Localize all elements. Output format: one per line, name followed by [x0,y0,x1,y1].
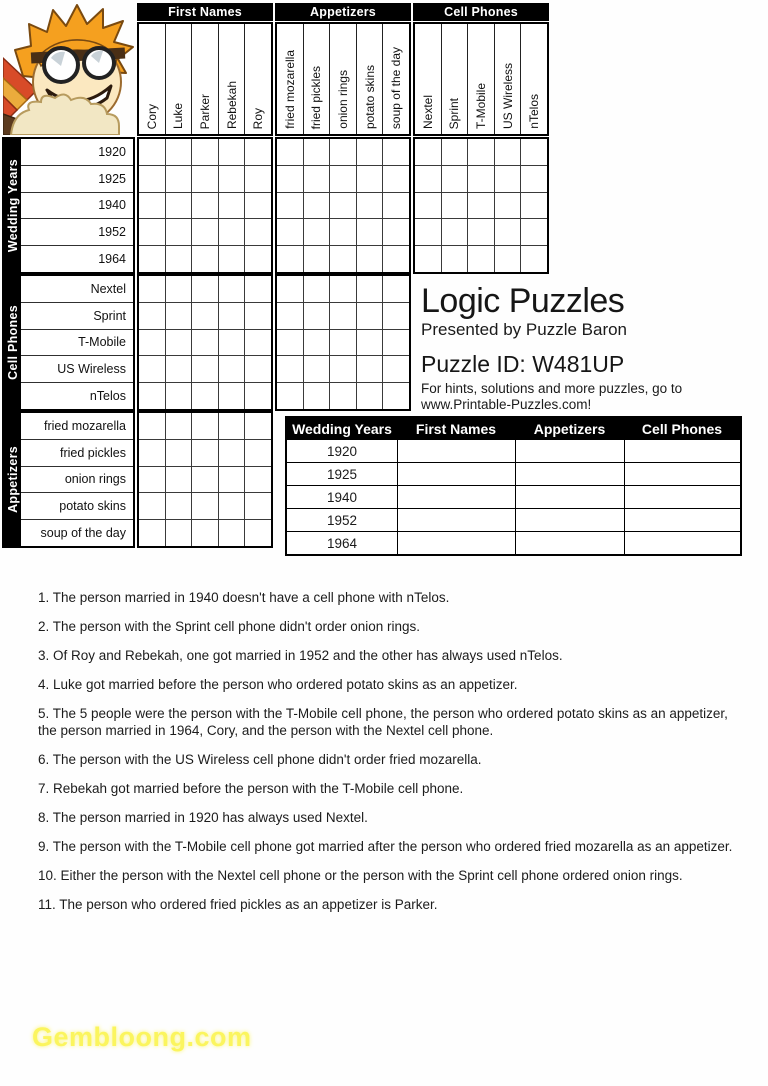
grid-cell[interactable] [192,139,218,165]
grid-cell[interactable] [468,166,494,192]
grid-cell[interactable] [139,139,165,165]
clue-item: 3. Of Roy and Rebekah, one got married in 1952 and the other has always used nTelos. [38,648,563,663]
grid-cell[interactable] [330,193,356,219]
answer-table [285,416,742,556]
clue-item: 5. The 5 people were the person with the T-Mobile cell phone, the person who ordered potato skins as an appetizer, the person married in 1964, Cory, and the person with the Nextel cell phone. [38,706,728,738]
clue-item: 11. The person who ordered fried pickles as an appetizer is Parker. [38,897,438,912]
column-group-header-appetizers: Appetizers [275,3,411,21]
grid-cell[interactable] [192,413,218,439]
grid-cell[interactable] [383,356,409,382]
row-label-1964: 1964 [21,246,133,272]
answer-table-header-row [287,418,740,439]
grid-cell[interactable] [304,246,330,272]
grid-cell[interactable] [357,303,383,329]
grid-cell[interactable] [245,276,271,302]
row-group-bar-label: Wedding Years [5,158,20,253]
grid-cell[interactable] [192,246,218,272]
column-label-us-wireless [495,24,521,134]
grid-cell[interactable] [166,493,192,519]
grid-cell[interactable] [415,139,441,165]
grid-cell[interactable] [495,166,521,192]
answer-year-cell: 1952 [326,512,358,528]
grid-block-cell-phones-x-appetizers [275,274,411,411]
grid-cell[interactable] [192,383,218,409]
grid-cell[interactable] [277,193,303,219]
grid-cell[interactable] [245,356,271,382]
grid-cell[interactable] [304,139,330,165]
grid-cell[interactable] [442,219,468,245]
grid-cell[interactable] [192,467,218,493]
grid-cell[interactable] [277,276,303,302]
clue-item: 8. The person married in 1920 has always used Nextel. [38,810,368,825]
answer-appetizer-cell[interactable] [515,486,624,508]
answer-appetizer-cell[interactable] [515,509,624,531]
grid-cell[interactable] [383,276,409,302]
grid-cell[interactable] [245,440,271,466]
grid-cell[interactable] [495,246,521,272]
grid-cell[interactable] [192,330,218,356]
grid-cell[interactable] [442,246,468,272]
grid-cell[interactable] [415,193,441,219]
column-label-text: T-Mobile [473,82,488,129]
answer-year-cell: 1940 [326,489,358,505]
answer-table-row [287,439,740,462]
answer-cell-phone-cell[interactable] [624,532,740,554]
clue-item: 7. Rebekah got married before the person with the T-Mobile cell phone. [38,781,464,796]
grid-cell[interactable] [219,139,245,165]
grid-cell[interactable] [166,383,192,409]
grid-cell[interactable] [219,413,245,439]
row-group-appetizers [2,411,135,548]
grid-cell[interactable] [219,356,245,382]
row-label-1925: 1925 [21,166,133,192]
row-label-sprint: Sprint [21,303,133,329]
grid-cell[interactable] [219,440,245,466]
grid-cell[interactable] [415,219,441,245]
answer-first-name-cell[interactable] [397,509,515,531]
grid-cell[interactable] [166,413,192,439]
grid-cell[interactable] [192,440,218,466]
grid-cell[interactable] [166,193,192,219]
grid-block-cell-phones-x-first-names [137,274,273,411]
column-label-text: Cory [144,103,159,129]
answer-table-row [287,508,740,531]
grid-block-appetizers-x-first-names [137,411,273,548]
row-group-wedding-years [2,137,135,274]
grid-cell[interactable] [277,166,303,192]
column-label-text: onion rings [335,70,350,129]
answer-table-header-wedding-years: Wedding Years [292,420,392,437]
grid-cell[interactable] [166,303,192,329]
row-label-ntelos: nTelos [21,383,133,409]
grid-cell[interactable] [166,330,192,356]
grid-cell[interactable] [166,467,192,493]
clue-item: 10. Either the person with the Nextel cell phone or the person with the Sprint cell phone ordered onion rings. [38,868,683,883]
puzzle-baron-mascot-illustration [3,2,136,135]
answer-cell-phone-cell[interactable] [624,486,740,508]
column-label-block-appetizers [275,22,411,136]
column-label-soup-of-the-day [383,24,409,134]
grid-block-wedding-years-x-cell-phones [413,137,549,274]
hint-line-1: For hints, solutions and more puzzles, go to [421,381,683,396]
column-label-ntelos [521,24,547,134]
grid-cell[interactable] [383,219,409,245]
answer-year-cell: 1925 [326,466,358,482]
column-label-luke [166,24,192,134]
title-block [421,283,751,412]
grid-cell[interactable] [357,276,383,302]
grid-cell[interactable] [139,330,165,356]
column-label-text: fried mozarella [282,50,297,129]
grid-cell[interactable] [219,276,245,302]
column-label-text: Rebekah [224,80,239,129]
grid-cell[interactable] [166,166,192,192]
row-label-column [21,413,133,546]
answer-table-header-appetizers: Appetizers [533,420,606,437]
grid-cell[interactable] [330,139,356,165]
grid-cell[interactable] [357,330,383,356]
grid-cell[interactable] [357,139,383,165]
grid-cell[interactable] [139,356,165,382]
column-group-header-cell-phones: Cell Phones [413,3,549,21]
grid-cell[interactable] [357,219,383,245]
row-group-bar-appetizers [4,413,21,546]
row-group-cell-phones [2,274,135,411]
grid-cell[interactable] [357,383,383,409]
grid-cell[interactable] [245,193,271,219]
grid-cell[interactable] [357,356,383,382]
answer-table-header-cell-phones: Cell Phones [641,420,723,437]
grid-cell[interactable] [521,139,547,165]
grid-cell[interactable] [166,520,192,546]
grid-cell[interactable] [192,493,218,519]
row-label-1952: 1952 [21,219,133,245]
grid-cell[interactable] [139,276,165,302]
grid-cell[interactable] [304,166,330,192]
grid-cell[interactable] [495,219,521,245]
grid-cell[interactable] [383,330,409,356]
grid-cell[interactable] [442,139,468,165]
grid-cell[interactable] [166,219,192,245]
grid-cell[interactable] [495,139,521,165]
answer-table-row [287,462,740,485]
grid-cell[interactable] [330,276,356,302]
column-label-onion-rings [330,24,356,134]
answer-table-row [287,531,740,554]
column-label-rebekah [219,24,245,134]
column-label-roy [245,24,271,134]
row-group-bar-label: Appetizers [5,446,20,513]
grid-block-wedding-years-x-first-names [137,137,273,274]
column-label-text: soup of the day [389,46,404,129]
row-label-nextel: Nextel [21,276,133,302]
grid-cell[interactable] [245,139,271,165]
grid-cell[interactable] [192,356,218,382]
row-label-fried-pickles: fried pickles [21,440,133,466]
grid-cell[interactable] [139,493,165,519]
grid-cell[interactable] [192,276,218,302]
row-group-bar-wedding-years [4,139,21,272]
answer-first-name-cell[interactable] [397,440,515,462]
grid-cell[interactable] [304,383,330,409]
grid-block-wedding-years-x-appetizers [275,137,411,274]
grid-cell[interactable] [468,246,494,272]
grid-cell[interactable] [304,193,330,219]
answer-year-cell: 1964 [326,535,358,551]
answer-first-name-cell[interactable] [397,463,515,485]
column-label-text: fried pickles [309,65,324,129]
grid-cell[interactable] [330,166,356,192]
row-group-bar-label: Cell Phones [5,305,20,380]
grid-cell[interactable] [277,246,303,272]
grid-cell[interactable] [139,303,165,329]
grid-cell[interactable] [192,219,218,245]
clue-item: 9. The person with the T-Mobile cell phone got married after the person who ordered fried mozarella as an appetizer. [38,839,733,854]
watermark: Gembloong.com [32,1022,252,1052]
column-label-block-first-names [137,22,273,136]
grid-cell[interactable] [219,493,245,519]
grid-cell[interactable] [277,356,303,382]
column-label-text: Parker [197,93,212,129]
grid-cell[interactable] [245,330,271,356]
grid-cell[interactable] [415,246,441,272]
column-label-sprint [442,24,468,134]
grid-cell[interactable] [245,520,271,546]
column-label-text: Luke [171,102,186,129]
grid-cell[interactable] [468,193,494,219]
answer-table-row [287,485,740,508]
column-label-fried-pickles [304,24,330,134]
grid-cell[interactable] [383,166,409,192]
column-label-block-cell-phones [413,22,549,136]
grid-cell[interactable] [139,219,165,245]
grid-cell[interactable] [330,330,356,356]
grid-cell[interactable] [357,193,383,219]
grid-cell[interactable] [304,276,330,302]
grid-cell[interactable] [245,219,271,245]
grid-cell[interactable] [357,166,383,192]
grid-cell[interactable] [245,493,271,519]
answer-cell-phone-cell[interactable] [624,440,740,462]
grid-cell[interactable] [521,193,547,219]
grid-cell[interactable] [192,166,218,192]
column-label-text: nTelos [527,94,542,129]
grid-cell[interactable] [166,246,192,272]
row-group-bar-cell-phones [4,276,21,409]
row-label-t-mobile: T-Mobile [21,330,133,356]
column-label-text: Sprint [447,97,462,129]
grid-cell[interactable] [415,166,441,192]
row-label-onion-rings: onion rings [21,467,133,493]
row-label-us-wireless: US Wireless [21,356,133,382]
grid-cell[interactable] [277,383,303,409]
grid-cell[interactable] [192,193,218,219]
answer-first-name-cell[interactable] [397,532,515,554]
grid-cell[interactable] [330,219,356,245]
puzzle-id: Puzzle ID: W481UP [421,351,625,377]
grid-cell[interactable] [139,166,165,192]
clue-item: 2. The person with the Sprint cell phone didn't order onion rings. [38,619,421,634]
grid-cell[interactable] [330,356,356,382]
grid-cell[interactable] [330,383,356,409]
answer-table-header-first-names: First Names [415,420,497,437]
column-label-text: potato skins [362,64,377,129]
grid-cell[interactable] [383,303,409,329]
row-label-fried-mozarella: fried mozarella [21,413,133,439]
grid-cell[interactable] [357,246,383,272]
answer-appetizer-cell[interactable] [515,532,624,554]
column-label-t-mobile [468,24,494,134]
grid-cell[interactable] [521,219,547,245]
grid-cell[interactable] [219,219,245,245]
grid-cell[interactable] [277,219,303,245]
answer-first-name-cell[interactable] [397,486,515,508]
grid-cell[interactable] [277,139,303,165]
grid-cell[interactable] [192,520,218,546]
grid-cell[interactable] [219,246,245,272]
column-label-cory [139,24,165,134]
grid-cell[interactable] [219,303,245,329]
row-label-1940: 1940 [21,193,133,219]
grid-cell[interactable] [277,330,303,356]
row-label-column [21,139,133,272]
grid-cell[interactable] [521,166,547,192]
grid-cell[interactable] [304,219,330,245]
grid-cell[interactable] [304,356,330,382]
grid-cell[interactable] [330,303,356,329]
answer-year-cell: 1920 [326,443,358,459]
column-label-fried-mozarella [277,24,303,134]
grid-cell[interactable] [219,383,245,409]
grid-cell[interactable] [304,330,330,356]
grid-cell[interactable] [219,520,245,546]
column-label-text: Nextel [420,94,435,129]
clue-item: 6. The person with the US Wireless cell phone didn't order fried mozarella. [38,752,482,767]
grid-cell[interactable] [468,139,494,165]
grid-cell[interactable] [219,330,245,356]
grid-cell[interactable] [166,139,192,165]
grid-cell[interactable] [442,166,468,192]
page-title: Logic Puzzles [421,282,625,320]
grid-cell[interactable] [383,193,409,219]
grid-cell[interactable] [383,383,409,409]
grid-cell[interactable] [139,413,165,439]
grid-cell[interactable] [139,383,165,409]
grid-cell[interactable] [245,383,271,409]
grid-cell[interactable] [521,246,547,272]
grid-cell[interactable] [192,303,218,329]
answer-appetizer-cell[interactable] [515,463,624,485]
column-label-potato-skins [357,24,383,134]
grid-cell[interactable] [495,193,521,219]
grid-cell[interactable] [166,440,192,466]
column-label-parker [192,24,218,134]
grid-cell[interactable] [330,246,356,272]
grid-cell[interactable] [304,303,330,329]
answer-cell-phone-cell[interactable] [624,463,740,485]
column-group-header-first-names: First Names [137,3,273,21]
column-label-nextel [415,24,441,134]
grid-cell[interactable] [219,467,245,493]
grid-cell[interactable] [442,193,468,219]
grid-cell[interactable] [245,413,271,439]
grid-cell[interactable] [277,303,303,329]
answer-appetizer-cell[interactable] [515,440,624,462]
grid-cell[interactable] [219,193,245,219]
grid-cell[interactable] [245,303,271,329]
grid-cell[interactable] [245,467,271,493]
grid-cell[interactable] [468,219,494,245]
grid-cell[interactable] [245,166,271,192]
grid-cell[interactable] [139,246,165,272]
grid-cell[interactable] [219,166,245,192]
clue-item: 4. Luke got married before the person who ordered potato skins as an appetizer. [38,677,518,692]
row-label-1920: 1920 [21,139,133,165]
grid-cell[interactable] [139,193,165,219]
clue-item: 1. The person married in 1940 doesn't have a cell phone with nTelos. [38,590,450,605]
clues-list [38,589,742,925]
column-label-text: Roy [251,107,266,129]
grid-cell[interactable] [139,440,165,466]
answer-cell-phone-cell[interactable] [624,509,740,531]
grid-cell[interactable] [166,276,192,302]
grid-cell[interactable] [383,246,409,272]
grid-cell[interactable] [139,520,165,546]
grid-cell[interactable] [245,246,271,272]
hint-line-2: www.Printable-Puzzles.com! [421,396,592,412]
grid-cell[interactable] [139,467,165,493]
grid-cell[interactable] [166,356,192,382]
row-label-soup-of-the-day: soup of the day [21,520,133,546]
column-label-text: US Wireless [500,62,515,129]
row-label-potato-skins: potato skins [21,493,133,519]
grid-cell[interactable] [383,139,409,165]
row-label-column [21,276,133,409]
page-subtitle: Presented by Puzzle Baron [421,320,628,339]
